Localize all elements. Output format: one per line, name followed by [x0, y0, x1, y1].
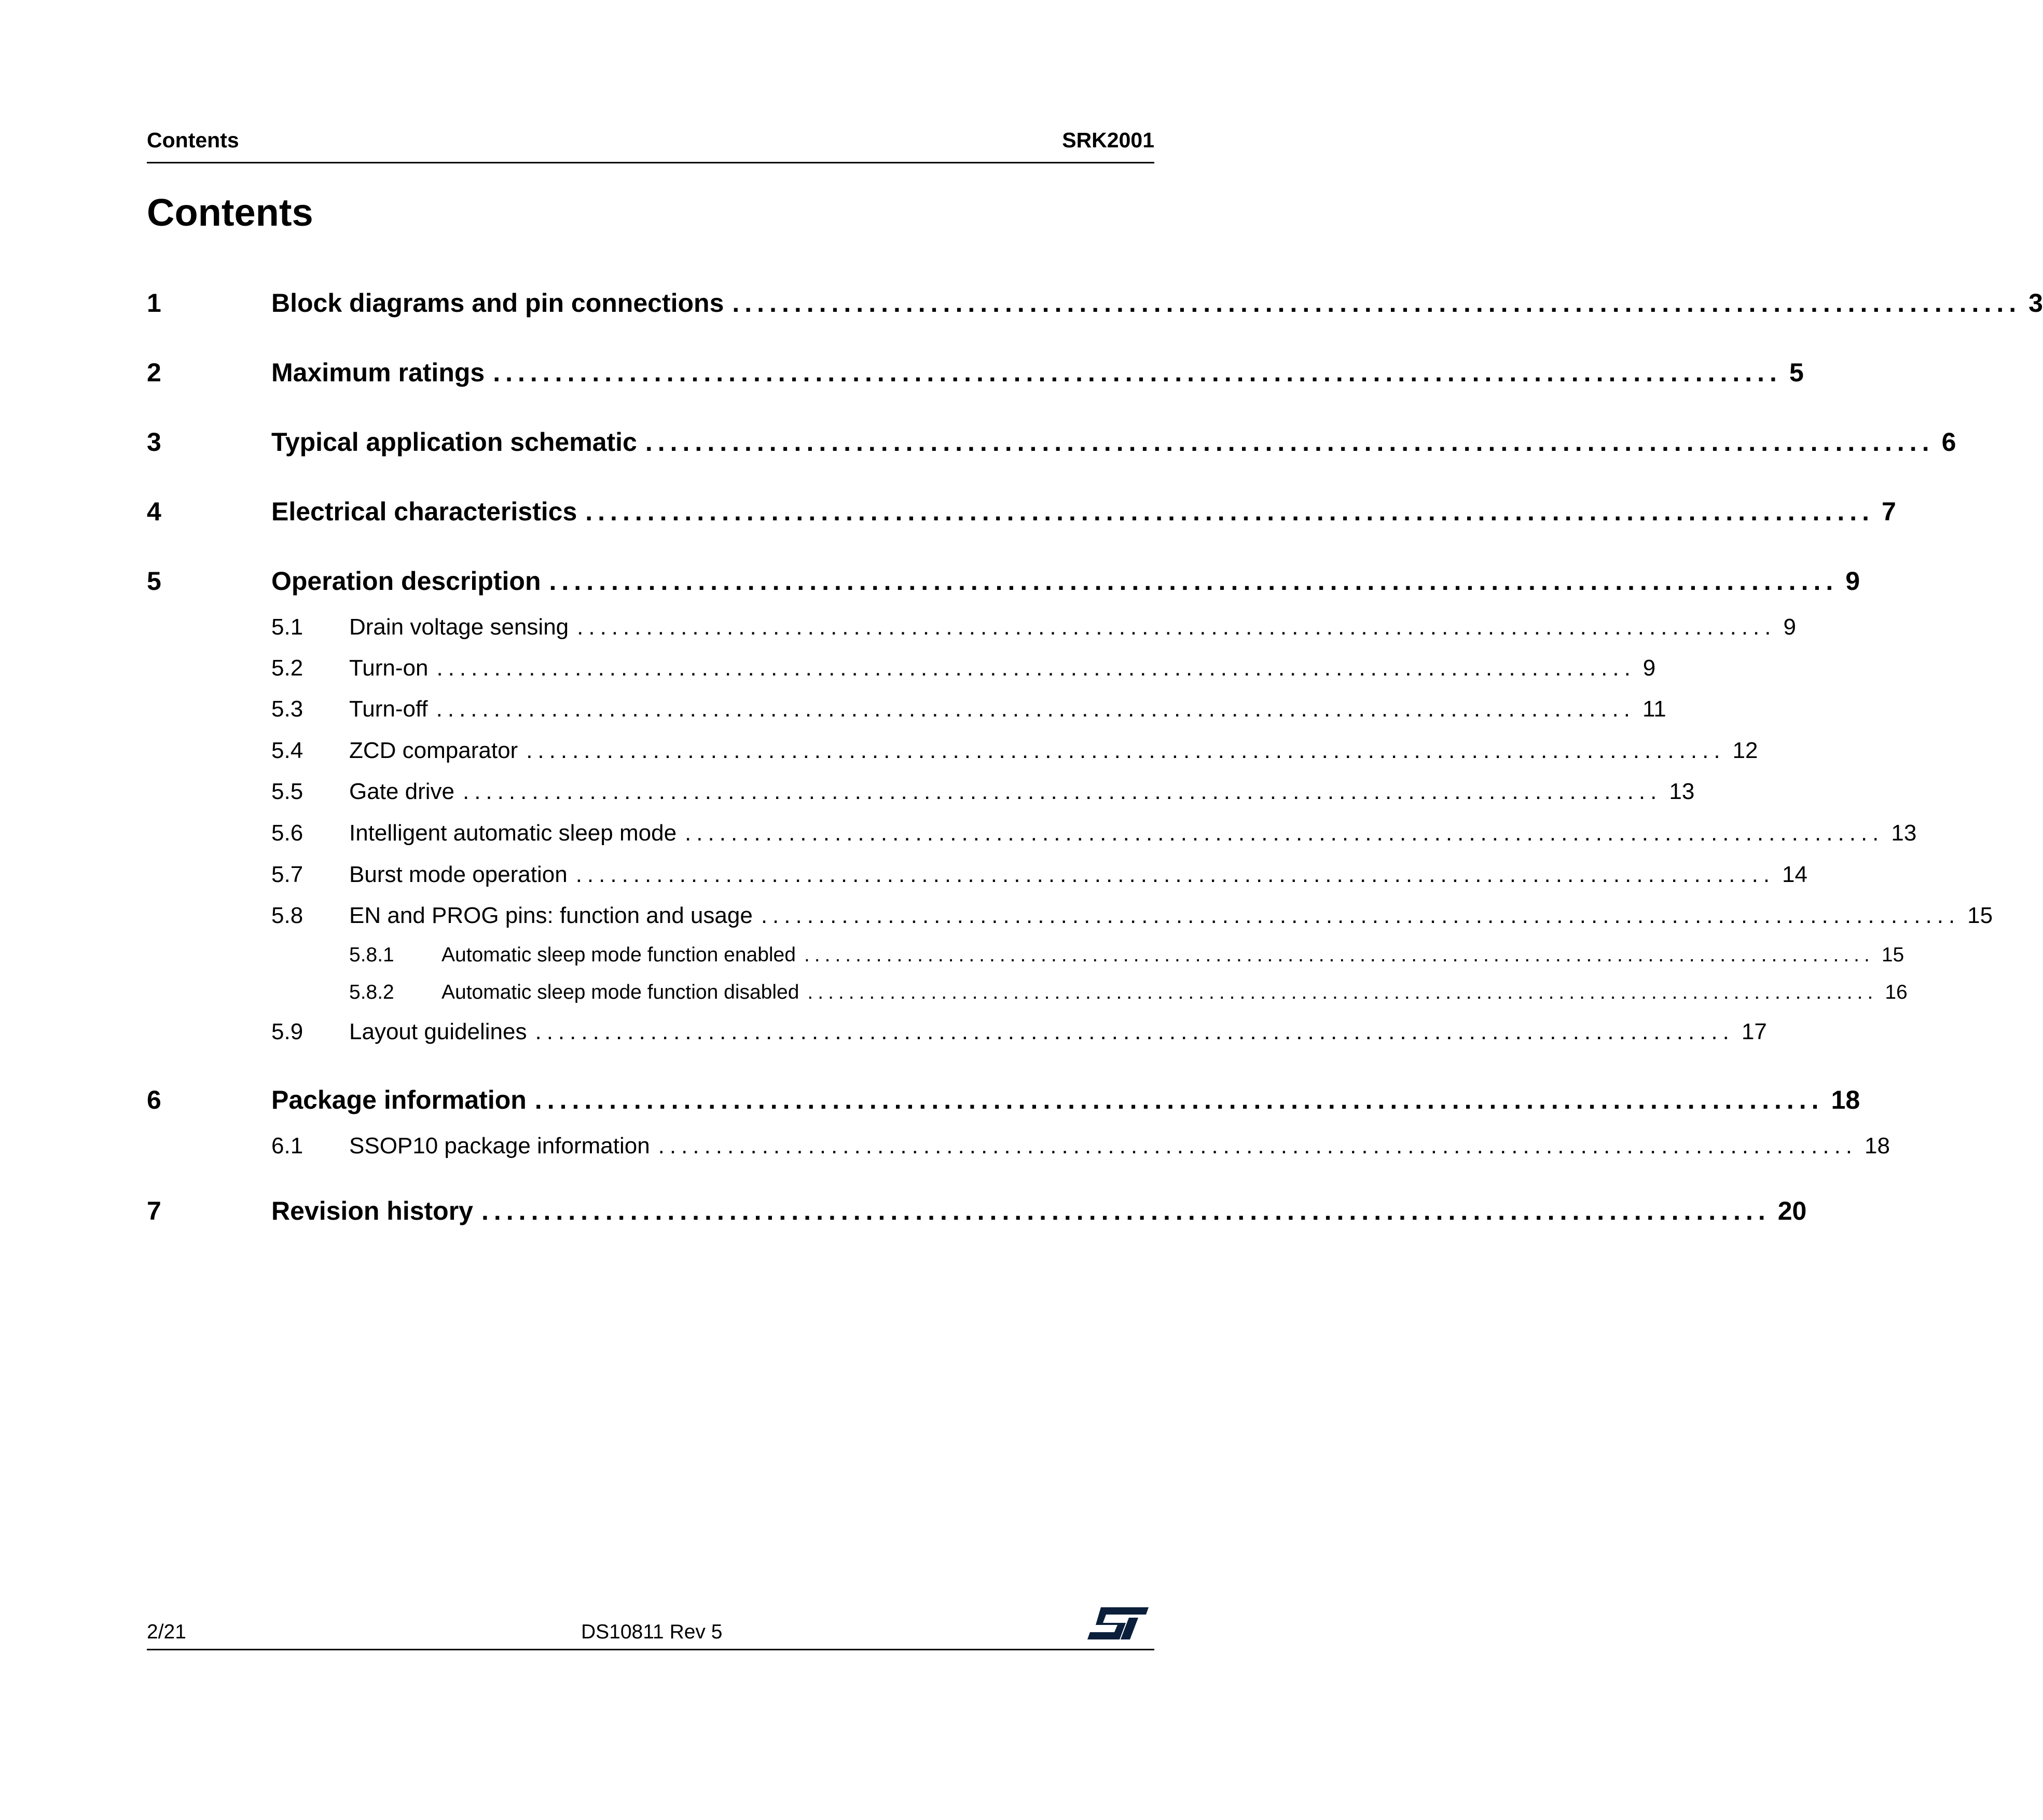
toc-entry-page: 18	[1831, 1085, 1860, 1114]
toc-entry-number: 6.1	[271, 1133, 303, 1159]
toc-subentry[interactable]	[147, 614, 1796, 645]
toc-entry-page: 13	[1891, 820, 1917, 846]
toc-entry-number: 5.2	[271, 655, 303, 681]
toc-entry-page: 12	[1732, 738, 1758, 763]
toc-leader-dots: ........................................................................................................	[645, 428, 1935, 457]
toc-leader-dots: ........................................................................................................	[493, 358, 1782, 387]
toc-leader-dots: ........................................................................................................	[761, 903, 1961, 928]
toc-leader-dots: ........................................................................................................	[732, 288, 2022, 318]
toc-entry-page: 6	[1941, 428, 1956, 457]
toc-entry[interactable]	[147, 1196, 1807, 1232]
toc-entry-page: 5	[1789, 358, 1804, 387]
toc-subsubentry[interactable]	[147, 944, 1904, 972]
toc-leader-dots: ........................................................................................................	[534, 1085, 1824, 1114]
toc-entry-title: Typical application schematic	[271, 428, 637, 457]
toc-leader-dots: ........................................................................................................	[436, 655, 1636, 681]
toc-entry[interactable]	[147, 288, 2043, 324]
toc-leader-dots: ........................................................................................................	[526, 738, 1725, 763]
toc-entry-number: 5.1	[271, 614, 303, 640]
toc-subentry[interactable]	[147, 820, 1917, 851]
toc-entry-number: 5.8	[271, 903, 303, 928]
toc-entry-number: 6	[147, 1085, 161, 1114]
toc-subsubentry[interactable]	[147, 981, 1908, 1009]
toc-entry[interactable]	[147, 497, 1896, 533]
toc-entry-page: 15	[1881, 944, 1904, 966]
toc-leader-dots: ........................................................................................................	[535, 1019, 1734, 1044]
toc-entry-number: 5.8.2	[349, 981, 394, 1003]
toc-entry-page: 7	[1882, 497, 1896, 526]
toc-entry-page: 15	[1967, 903, 1993, 928]
toc-entry-title: ZCD comparator	[349, 738, 518, 763]
toc-entry-title: Package information	[271, 1085, 527, 1114]
footer-page-number: 2/21	[147, 1621, 186, 1643]
toc-entry-page: 9	[1642, 655, 1656, 681]
toc-leader-dots: ........................................................................................................	[575, 862, 1775, 887]
toc-subentry[interactable]	[147, 738, 1758, 769]
toc-subentry[interactable]	[147, 655, 1656, 686]
toc-entry[interactable]	[147, 427, 1956, 463]
toc-entry-number: 5.6	[271, 820, 303, 846]
toc-entry-title: Electrical characteristics	[271, 497, 577, 526]
toc-entry-number: 7	[147, 1196, 161, 1225]
toc-entry[interactable]	[147, 357, 1804, 394]
toc-entry-number: 3	[147, 428, 161, 457]
toc-leader-dots: ........................................................................................................	[549, 567, 1839, 596]
toc-entry-number: 5	[147, 567, 161, 596]
page-title: Contents	[147, 191, 313, 234]
toc-subentry[interactable]	[147, 696, 1666, 727]
toc-entry-number: 2	[147, 358, 161, 387]
toc-entry-title: Layout guidelines	[349, 1019, 527, 1044]
toc-entry[interactable]	[147, 566, 1860, 602]
toc-entry-title: Turn-off	[349, 696, 428, 722]
toc-entry-title: Turn-on	[349, 655, 429, 681]
toc-entry-page: 9	[1845, 567, 1860, 596]
toc-leader-dots: ........................................................................................................	[685, 820, 1884, 846]
toc-leader-dots: ........................................................................................................	[462, 779, 1662, 804]
toc-entry-page: 11	[1642, 696, 1666, 722]
toc-entry[interactable]	[147, 1085, 1860, 1121]
toc-subentry[interactable]	[147, 1133, 1890, 1164]
toc-entry-title: EN and PROG pins: function and usage	[349, 903, 753, 928]
toc-entry-title: Gate drive	[349, 779, 454, 804]
toc-entry-title: Drain voltage sensing	[349, 614, 569, 640]
toc-entry-number: 4	[147, 497, 161, 526]
toc-entry-number: 1	[147, 288, 161, 318]
toc-entry-number: 5.5	[271, 779, 303, 804]
toc-entry-page: 20	[1777, 1196, 1807, 1225]
toc-entry-title: Block diagrams and pin connections	[271, 288, 724, 318]
footer-document-id: DS10811 Rev 5	[581, 1621, 723, 1643]
page-header	[147, 125, 1154, 163]
toc-entry-title: Automatic sleep mode function enabled	[441, 944, 796, 966]
toc-entry-title: Revision history	[271, 1196, 473, 1225]
header-product-name: SRK2001	[1062, 128, 1154, 152]
toc-entry-number: 5.8.1	[349, 944, 394, 966]
toc-subentry[interactable]	[147, 862, 1807, 893]
toc-subentry[interactable]	[147, 1019, 1767, 1050]
toc-entry-title: Maximum ratings	[271, 358, 485, 387]
footer-rule	[147, 1649, 1154, 1650]
toc-entry-number: 5.3	[271, 696, 303, 722]
toc-leader-dots: ........................................................................................................	[436, 696, 1635, 722]
toc-entry-page: 18	[1865, 1133, 1890, 1159]
toc-leader-dots: ........................................................................................................	[658, 1133, 1858, 1159]
toc-subentry[interactable]	[147, 779, 1695, 810]
toc-entry-title: Burst mode operation	[349, 862, 568, 887]
toc-entry-page: 17	[1741, 1019, 1767, 1044]
toc-entry-page: 16	[1885, 981, 1908, 1003]
toc-leader-dots: ........................................................................................................	[804, 944, 1874, 966]
toc-subentry[interactable]	[147, 903, 1993, 934]
toc-leader-dots: ........................................................................................................	[585, 497, 1874, 526]
toc-leader-dots: ........................................................................................................	[481, 1196, 1771, 1225]
toc-entry-title: SSOP10 package information	[349, 1133, 650, 1159]
toc-entry-title: Intelligent automatic sleep mode	[349, 820, 677, 846]
toc-entry-page: 14	[1782, 862, 1807, 887]
toc-entry-page: 3	[2028, 288, 2043, 318]
st-logo-icon	[1085, 1604, 1150, 1643]
toc-entry-number: 5.9	[271, 1019, 303, 1044]
toc-entry-number: 5.7	[271, 862, 303, 887]
toc-entry-page: 13	[1669, 779, 1695, 804]
header-section-label: Contents	[147, 128, 239, 152]
toc-leader-dots: ........................................................................................................	[807, 981, 1878, 1003]
toc-entry-number: 5.4	[271, 738, 303, 763]
toc-entry-page: 9	[1783, 614, 1796, 640]
toc-leader-dots: ........................................................................................................	[577, 614, 1776, 640]
toc-entry-title: Automatic sleep mode function disabled	[441, 981, 799, 1003]
toc-entry-title: Operation description	[271, 567, 541, 596]
